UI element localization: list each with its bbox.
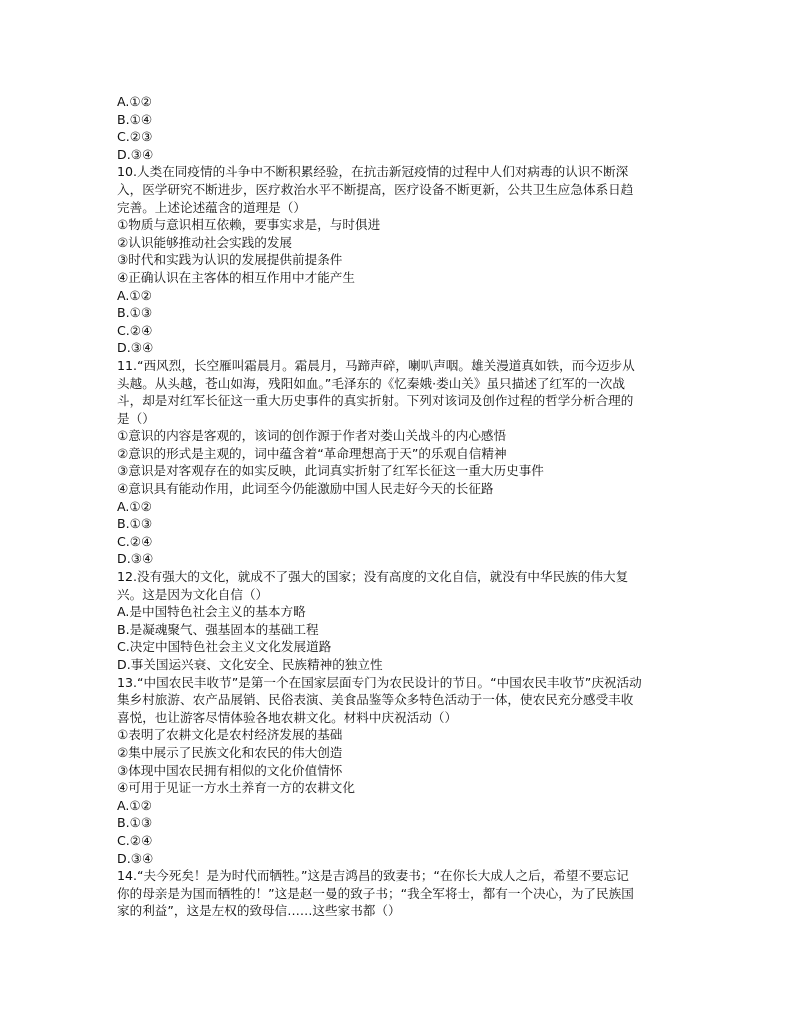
statement-1: ①意识的内容是客观的，该词的创作源于作者对娄山关战斗的内心感悟 [117, 428, 507, 444]
question-stem-line: 入，医学研究不断进步，医疗救治水平不断提高，医疗设备不断更新，公共卫生应急体系日趋 [117, 181, 634, 197]
question-stem-line: 家的利益”，这是左权的致母信……这些家书都（） [117, 903, 401, 919]
statement-2: ②意识的形式是主观的，词中蕴含着“革命理想高于天”的乐观自信精神 [117, 445, 507, 461]
option-a: A.是中国特色社会主义的基本方略 [117, 604, 306, 620]
statement-3: ③时代和实践为认识的发展提供前提条件 [117, 252, 343, 268]
option-a: A.①② [117, 287, 152, 303]
option-b: B.①③ [117, 516, 153, 532]
option-d: D.③④ [117, 850, 154, 866]
option-a: A.①② [117, 498, 152, 514]
question-stem-line: 头越。从头越，苍山如海，残阳如血。”毛泽东的《忆秦娥·娄山关》虽只描述了红军的一次战 [117, 375, 625, 391]
question-stem-line: 12.没有强大的文化，就成不了强大的国家；没有高度的文化自信，就没有中华民族的伟大复 [117, 569, 629, 585]
question-10 [117, 163, 682, 357]
question-stem-line: 喜悦，也让游客尽情体验各地农耕文化。材料中庆祝活动（） [117, 709, 458, 725]
statement-1: ①表明了农耕文化是农村经济发展的基础 [117, 727, 343, 743]
statement-2: ②集中展示了民族文化和农民的伟大创造 [117, 744, 343, 760]
statement-4: ④正确认识在主客体的相互作用中才能产生 [117, 269, 355, 285]
statement-1: ①物质与意识相互依赖，要事实求是，与时俱进 [117, 217, 381, 233]
question-stem-line: 兴。这是因为文化自信（） [117, 586, 269, 602]
option-c: C.②③ [117, 129, 153, 145]
option-b: B.①③ [117, 305, 153, 321]
option-d: D.③④ [117, 340, 154, 356]
option-c: C.②④ [117, 832, 153, 848]
option-b: B.①④ [117, 111, 153, 127]
statement-3: ③体现中国农民拥有相似的文化价值情怀 [117, 762, 343, 778]
option-a: A.①② [117, 94, 152, 109]
option-d: D.事关国运兴衰、文化安全、民族精神的独立性 [117, 657, 383, 672]
option-b: B.①③ [117, 815, 153, 831]
exam-page [117, 93, 682, 920]
question-stem-line: 11.“西风烈，长空雁叫霜晨月。霜晨月，马蹄声碎，喇叭声咽。雄关漫道真如铁，而今迈步从 [117, 357, 635, 373]
statement-2: ②认识能够推动社会实践的发展 [117, 234, 293, 250]
question-stem-line: 10.人类在同疫情的斗争中不断积累经验，在抗击新冠疫情的过程中人们对病毒的认识不断深 [117, 164, 629, 180]
statement-3: ③意识是对客观存在的如实反映，此词真实折射了红军长征这一重大历史事件 [117, 463, 544, 479]
question-14 [117, 867, 682, 920]
option-b: B.是凝魂聚气、强基固本的基础工程 [117, 621, 319, 637]
statement-4: ④意识具有能动作用，此词至今仍能激励中国人民走好今天的长征路 [117, 481, 494, 497]
question-stem-line: 集乡村旅游、农产品展销、民俗表演、美食品鉴等众多特色活动于一体，使农民充分感受丰收 [117, 692, 634, 708]
question-stem-line: 完善。上述论述蕴含的道理是（） [117, 199, 306, 215]
question-13 [117, 674, 682, 868]
question-11 [117, 357, 682, 568]
option-d: D.③④ [117, 146, 154, 162]
question-stem-line: 斗，却是对红军长征这一重大历史事件的真实折射。下列对该词及创作过程的哲学分析合理的 [117, 393, 634, 409]
option-d: D.③④ [117, 551, 154, 567]
statement-4: ④可用于见证一方水土养育一方的农耕文化 [117, 780, 355, 796]
question-stem-line: 13.“中国农民丰收节”是第一个在国家层面专门为农民设计的节日。“中国农民丰收节”庆祝活动 [117, 674, 642, 690]
question-9-options [117, 93, 682, 163]
option-c: C.②④ [117, 533, 153, 549]
option-c: C.决定中国特色社会主义文化发展道路 [117, 639, 332, 655]
option-c: C.②④ [117, 322, 153, 338]
option-a: A.①② [117, 797, 152, 813]
question-12 [117, 568, 682, 674]
question-stem-line: 你的母亲是为国而牺牲的！”这是赵一曼的致子书；“我全军将士，都有一个决心，为了民族国 [117, 885, 634, 901]
question-stem-line: 14.“夫今死矣！是为时代而牺牲。”这是吉鸿昌的致妻书；“在你长大成人之后，希望不要忘记 [117, 868, 629, 884]
question-stem-line: 是（） [117, 410, 155, 426]
